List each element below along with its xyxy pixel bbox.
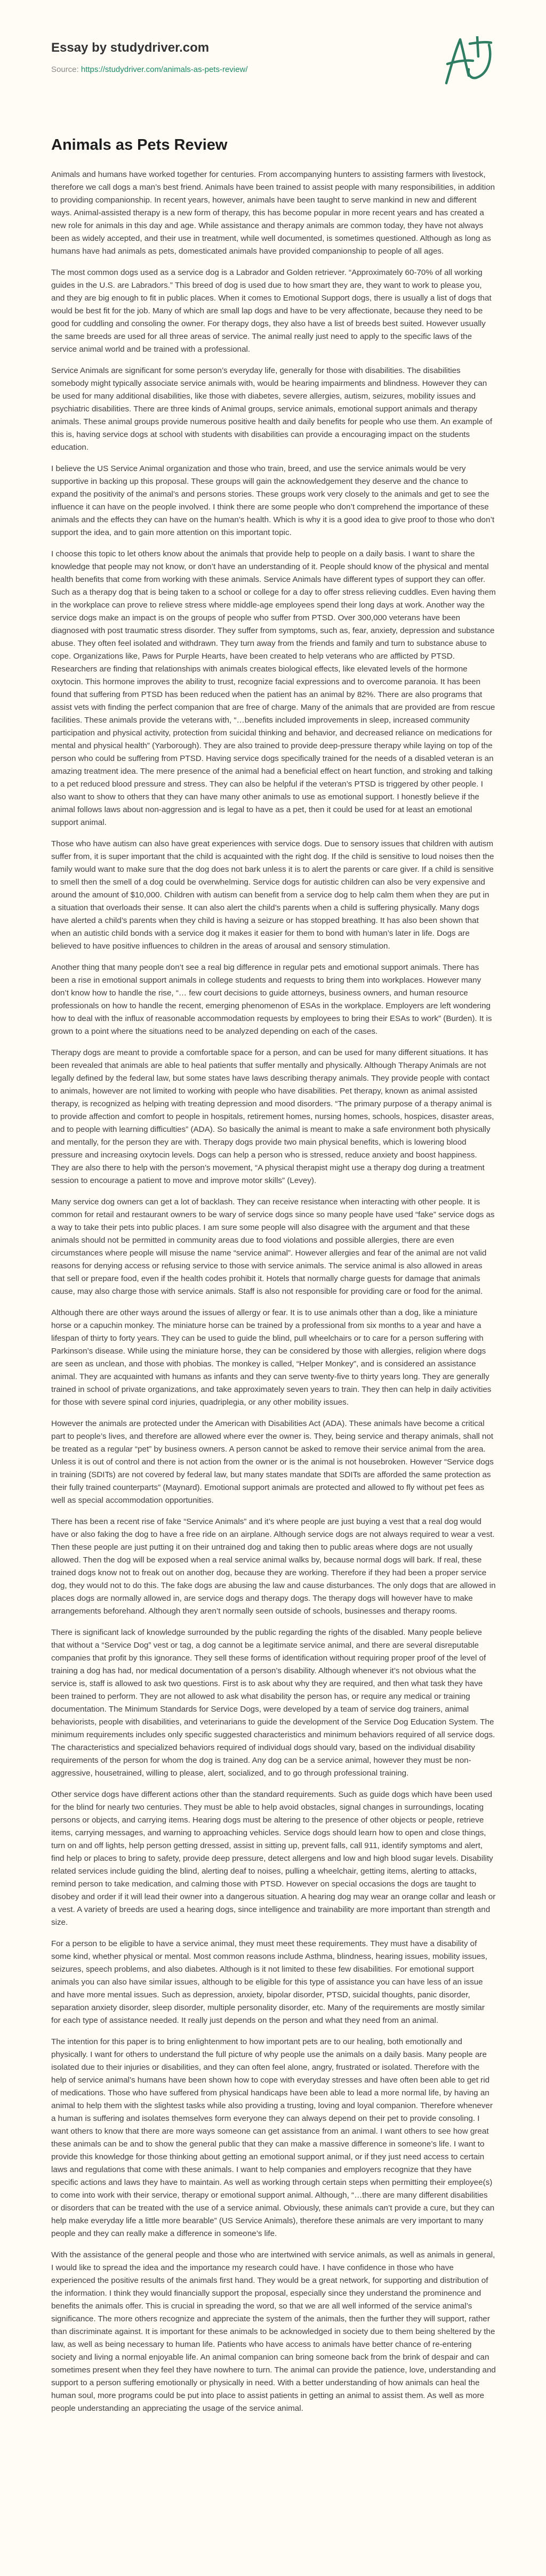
essay-paragraph: Animals and humans have worked together for centuries. From accompanying hunters to assisting farmers with livestock, therefore we call dogs a man’s best friend. Animals have been trained to assist people with many responsibilities, in addition to providing companionship. In recent years, however, animals have been taught to serve mankind in new and different ways. Animal-assisted therapy is a new form of therapy, this has become popular in more recent years and has created a new role for animals in this day and age. While assistance and therapy animals are common today, they have not always been as widely accepted, and their use in treatment, while well documented, is sometimes questioned. Although as long as humans have had animals as pets, domesticated animals have provided companionship to people of all ages. [51, 170, 495, 256]
essay-paragraph: The intention for this paper is to bring enlightenment to how important pets are to our healing, both emotionally and physically. I want for others to understand the full picture of why people use the animals on a daily basis. Many people are isolated due to their injuries or disabilities, and they can often feel alone, angry, frustrated or isolated. Therefore with the help of service animal’s humans have been shown how to cope with everyday stresses and have often been able to get rid of medications. Those who have suffered from physical handicaps have been able to lead a more normal life, by having an animal to help them with the slightest tasks while also providing a trusting, loving and loyal companion. Therefore whenever a human is suffering and isolates themselves form everyone they can always depend on their pet to provide consoling. I want others to know that there are more ways someone can get assistance from an animal. I want others to see how great these animals can be and to show the general public that they can make a massive difference in someone’s life. I want to provide this knowledge for those thinking about getting an emotional support animal, or if they just need access to certain laws and regulations that come with these animals. I want to help companies and employers recognize that they have specific actions and laws they have to maintain. As well as working through certain steps when permitting their employee(s) to come into work with their service, therapy or emotional support animal. Although, “…there are many different disabilities or disorders that can be treated with the use of a service animal. Obviously, these animals can’t provide a cure, but they can help make everyday life a little more bearable” (US Service Animals), therefore these animals are very important to many people and they can really make a difference in someone’s life. [51, 2037, 495, 2238]
source-label: Source: [51, 65, 79, 74]
essay-paragraph: There has been a recent rise of fake “Service Animals” and it’s where people are just buying a vest that a real dog would have or also faking the dog to have a free ride on an airplane. Although service dogs are not always required to wear a vest. Then these people are just putting it on their untrained dog and taking then to public areas where dogs are not usually allowed. Then the dog will be exposed when a real service animal walks by, because normal dogs will bark. If real, these trained dogs know not to freak out on another dog, because they are working. Therefore if they had been a proper service dog, they would not to do this. The fake dogs are abusing the law and cause disturbances. The only dogs that are allowed in places dogs are normally allowed in, are service dogs and therapy dogs. The therapy dogs will however have to make arrangements beforehand. Although they aren’t normally seen outside of schools, businesses and therapy rooms. [51, 1517, 496, 1616]
source-line [51, 65, 247, 74]
essay-paragraph: Therapy dogs are meant to provide a comfortable space for a person, and can be used for many different situations. It has been revealed that animals are able to heal patients that suffer mentally and physically. Although Therapy Animals are not legally defined by the federal law, but some states have laws describing therapy animals. They provide people with contact to animals, however are not limited to working with people who have disabilities. Pet therapy, known as animal assisted therapy, is recognized as helping with treating depression and mood disorders. “The primary purpose of a therapy animal is to provide affection and comfort to people in hospitals, retirement homes, nursing homes, schools, hospices, disaster areas, and to people with learning difficulties” (ADA). So basically the animal is meant to make a safe environment both physically and mentally, for the person they are with. Therapy dogs provide two main physical benefits, which is lowering blood pressure and increasing oxytocin levels. Dogs can help a person who is stressed, reduce anxiety and boost happiness. They are also there to help with the person’s movement, “A physical therapist might use a therapy dog during a treatment session to encourage a patient to move and improve motor skills” (Levey). [51, 1048, 494, 1185]
essay-body [51, 168, 495, 2415]
essay-paragraph: Those who have autism can also have great experiences with service dogs. Due to sensory issues that children with autism suffer from, it is super important that the child is acquainted with the right dog. If the child is sensitive to loud noises then the family would want to make sure that the dog does not bark unless it is to alert the parents or care giver. If a child is sensitive to smell then the smell of a dog could be overwhelming. Service dogs for autistic children can also be very expensive and around the amount of $10,000. Children with autism can benefit from a service dog to help calm them when they are put in a situation that overloads their sense. It can also alert the child’s parents when a child is suffering physically. Many dogs have alerted a child’s parents when they child is having a seizure or has stopped breathing. It has also been shown that when an autistic child bonds with a service dog it makes it easier for them to bond with human’s later in life. Dogs are believed to have positive influences to children in the areas of arousal and sensory stimulation. [51, 839, 494, 951]
site-title: Essay by studydriver.com [51, 40, 210, 55]
essay-title: Animals as Pets Review [51, 136, 228, 153]
essay-paragraph: I choose this topic to let others know about the animals that provide help to people on a daily basis. I want to share the knowledge that people may not know, or don’t have an understanding of it. People should know of the physical and mental health benefits that come from working with these animals. Service Animals have different types of support they can offer. Such as a therapy dog that is being taken to a school or college for a day to offer stress relieving cuddles. Even having them in the workplace can prove to relieve stress where middle-age employees spend their long days at work. Another way the service dogs make an impact is on the groups of people who suffer from PTSD. Over 300,000 veterans have been diagnosed with post traumatic stress disorder. They suffer from symptoms, such as, fear, anxiety, depression and substance abuse. They often feel isolated and withdrawn. They turn away from the friends and family and turn to substance abuse to cope. Organizations like, Paws for Purple Hearts, have been created to help veterans who are afflicted by PTSD. Researchers are finding that relationships with animals creates biological effects, like elevated levels of the hormone oxytocin. This hormone improves the ability to trust, recognize facial expressions and to overcome paranoia. It has been found that suffering from PTSD has been reduced when the patient has an animal by 82%. There are also programs that assist vets with finding the perfect companion that are free of charge. Many of the animals that are provided are from rescue facilities. These animals provide the veterans with, “…benefits included improvements in sleep, increased community participation and physical activity, protection from suicidal thinking and behavior, and decreased reliance on medications for mental and physical health” (Yarborough). They are also trained to provide deep-pressure therapy while laying on top of the person who could be suffering from PTSD. Having service dogs specifically trained for the needs of a disabled veteran is an amazing treatment idea. The mere presence of the animal had a beneficial effect on heart function, and stroking and talking to a pet reduced blood pressure and stress. They can also be helpful if the veteran’s PTSD is triggered by other people. I also want to show to others that they can have many other animals to use as emotional support. I honestly believe if the animal follows laws about non-aggression and is legal to have as a pet, then it could be used for at least an emotional support animal. [51, 549, 496, 827]
essay-paragraph: Many service dog owners can get a lot of backlash. They can receive resistance when interacting with other people. It is common for retail and restaurant owners to be wary of service dogs since so many people have used “fake” service dogs as a way to take their pets into public places. I am sure some people will also disagree with the argument and that these animals should not be permitted in community areas due to food violations and possible allergies, there are even circumstances where people will misuse the name “service animal”. However allergies and fear of the animal are not valid reasons for denying access or refusing service to those with service animals. The service animal is also allowed in areas that sell or prepare food, even if the health codes prohibit it. Hotels that normally charge guests for damage that animals cause, may also charge those with service animals. Staff is also not responsible for providing care or food for the animal. [51, 1197, 495, 1296]
essay-paragraph: For a person to be eligible to have a service animal, they must meet these requirements. They must have a disability of some kind, whether physical or mental. Most common reasons include Asthma, blindness, hearing issues, mobility issues, seizures, speech problems, and also diabetes. Although is it not limited to these few disabilities. For emotional support animals you can also have similar issues, although to be eligible for this type of assistance you can have less of an issue and have more mental issues. Such as depression, anxiety, bipolar disorder, PTSD, suicidal thoughts, panic disorder, separation anxiety disorder, sleep disorder, multiple personality disorder, etc. Many of the requirements are mostly similar for each type of assistance needed. It really just depends on the person and what they need from an animal. [51, 1939, 487, 2025]
essay-paragraph: With the assistance of the general people and those who are intertwined with service animals, as well as animals in general, I would like to spread the idea and the importance my research could have. I have confidence in those who have experienced the positive results of the animals first hand. They would be a great network, for supporting and distribution of the information. I think they would financially support the proposal, especially since they understand the prominence and benefits the animals offer. This is crucial in spreading the word, so that we are all well informed of the service animal’s significance. The more others recognize and appreciate the system of the animals, then the further they will support, rather than discriminate against. It is important for these animals to be acknowledged in society due to them being sheltered by the law, as well as being necessary to human life. Patients who have access to animals have better chance of re-entering society and living a normal enjoyable life. An animal companion can bring someone back from the brink of despair and can sometimes present when they feel they have nowhere to turn. The animal can provide the patience, love, understanding and support to a person suffering emotionally or physically in need. With a better understanding of how animals can heal the human soul, more programs could be put into place to assist patients in getting an animal to assist them. As well as more people understanding an appreciating the usage of the service animal. [51, 2250, 496, 2413]
essay-paragraph: Although there are other ways around the issues of allergy or fear. It is to use animals other than a dog, like a miniature horse or a capuchin monkey. The miniature horse can be trained by a professional from six months to a year and have a lifespan of thirty to forty years. They can be used to guide the blind, pull wheelchairs or to care for a person suffering with Parkinson’s disease. While using the miniature horse, they can be considered by those with allergies, religion where dogs are seen as unclean, and those with phobias. The monkey is called, “Helper Monkey”, and is considered an assistance animal. They are acquainted with humans as infants and they can serve twenty-five to thirty years long. They are generally trained in school of private organizations, and take approximately seven years to train. They then can help in daily activities for those with severe spinal cord injuries, quadriplegia, or any other mobility issues. [51, 1308, 492, 1407]
essay-paragraph: There is significant lack of knowledge surrounded by the public regarding the rights of the disabled. Many people believe that without a “Service Dog” vest or tag, a dog cannot be a legitimate service animal, and there are several disreputable companies that profit by this ignorance. They sell these forms of identification without requiring proper proof of the level of training a dog has had, nor medical documentation of a person’s disability. Although whenever it’s not obvious what the service is, staff is allowed to ask two questions. First is to ask about why they are required, and then what task they have been trained to perform. They are not allowed to ask what disability the person has, or require any medical or training documentation. The Minimum Standards for Service Dogs, were developed by a team of service dog trainers, animal behaviorists, people with disabilities, and veterinarians to guide the development of the Service Dog Education System. The minimum requirements includes only specific suggested characteristics and minimum behaviors required of all service dogs. The characteristics and specialized behaviors required of individual dogs should vary, based on the individual disability requirements of the person for whom the dog is trained. Any dog can be a service animal, however they must be non-aggressive, housetrained, willing to please, alert, socialized, and to go through professional training. [51, 1628, 495, 1778]
essay-paragraph: Another thing that many people don’t see a real big difference in regular pets and emotional support animals. There has been a rise in emotional support animals in college students and requests to bring them into workplaces. However many don’t know how to handle the rise, “… few court decisions to guide attorneys, business owners, and human resource professionals on how to handle the recent, emerging phenomenon of ESAs in the workplace. Employers are left wondering how to deal with the influx of reasonable accommodation requests by employees to bring their ESAs to work” (Burden). It is grown to a point where the situations need to be analyzed depending on each of the cases. [51, 963, 492, 1036]
essay-paragraph: The most common dogs used as a service dog is a Labrador and Golden retriever. “Approximately 60-70% of all working guides in the U.S. are Labradors.” This breed of dog is used due to how smart they are, they want to work to please you, and they are big enough to fit in public places. When it comes to Emotional Support dogs, there is usually a list of dogs that would be best fit for the job. Many of which are small lap dogs and have to be very affectionate, because they need to be good for cuddling and consoling the owner. For therapy dogs, they also have a list of breeds best suited. However usually the same breeds are used for all three areas of service. The animal really just need to apply to the specific laws of the service animal world and be trained with a professional. [51, 268, 492, 354]
essay-paragraph: Service Animals are significant for some person’s everyday life, generally for those with disabilities. The disabilities somebody might typically associate service animals with, would be hearing impairments and blindness. However they can be used for many additional disabilities, like those with diabetes, severe allergies, autism, seizures, mobility issues and psychiatric disabilities. There are three kinds of Animal groups, service animals, emotional support animals and therapy animals. These animal groups provide numerous positive health and daily benefits for people who use them. An example of this is, having service dogs at school with students with disabilities can provide a encouraging impact on the students education. [51, 366, 493, 452]
a-plus-logo-icon [443, 36, 496, 87]
essay-paragraph: However the animals are protected under the American with Disabilities Act (ADA). These animals have become a critical part to people’s lives, and therefore are allowed where ever the owner is. They, being service and therapy animals, shall not be treated as a regular “pet” by business owners. A person cannot be asked to remove their service animal from the area. Unless it is out of control and there is not action from the owner or is the animal is not housebroken. However “Service dogs in training (SDITs) are not covered by federal law, but many states mandate that SDITs are afforded the same protection as their fully trained counterparts” (Maynard). Emotional support animals are protected and allowed to fly without pet fees as well as special accommodation opportunities. [51, 1419, 494, 1505]
essay-paragraph: Other service dogs have different actions other than the standard requirements. Such as guide dogs which have been used for the blind for nearly two centuries. They must be able to help avoid obstacles, signal changes in surroundings, locating persons or objects, and carrying items. Hearing dogs must be altering to the presence of other objects or people, retrieve items, carrying messages, and warning to approaching vehicles. Service dogs should learn how to open and close things, turn on and off lights, help person getting dressed, assist in sitting up, prevent falls, call 911, identify symptoms and alert, find help or places to bring to safety, provide deep pressure, detect allergens and low and high blood sugar levels. Disability related services include guiding the blind, alerting deaf to noises, pulling a wheelchair, getting items, alerting to attacks, remind person to take medication, and calming those with PTSD. However on special occasions the dogs are taught to disobey and order if it will lead their owner into a dangerous situation. A hearing dog may wear an orange collar and leash or a vest. A variety of breeds are used a hearing dogs, since intelligence and trainability are more important than strength and size. [51, 1790, 496, 1927]
page-header [51, 0, 495, 128]
essay-paragraph: I believe the US Service Animal organization and those who train, breed, and use the service animals would be very supportive in backing up this proposal. These groups will gain the acknowledgement they deserve and the chance to expand the positivity of the animal’s and persons stories. These groups work very closely to the animals and get to see the influence it can have on the people involved. I think there are some people who don’t comprehend the importance of these animals and the effects they can have on the human’s health. Which is why it is a good idea to give proof to those who don’t support the idea, and to gain more attention on this important topic. [51, 464, 495, 537]
source-link[interactable]: https://studydriver.com/animals-as-pets-review/ [81, 65, 248, 74]
